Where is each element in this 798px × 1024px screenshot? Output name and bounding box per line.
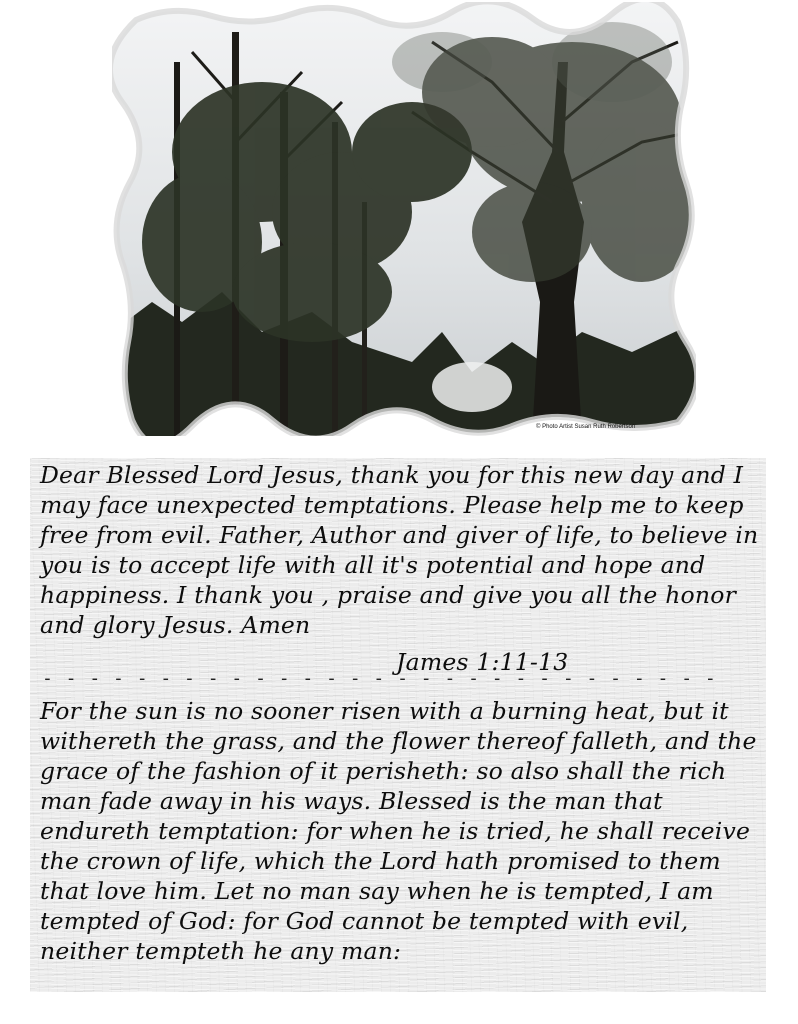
prayer-text: Dear Blessed Lord Jesus, thank you for this new day and I may face unexpected temptations. Please help me to keep free from evil. Father, Author and giver of life, to believe in you is to accept life with all it's potential and hope and happiness. I thank you , praise and give you all the honor and glory Jesus. Amen: [40, 461, 759, 639]
scripture-text: For the sun is no sooner risen with a burning heat, but it withereth the grass, and the flower thereof falleth, and the grace of the fashion of it perisheth: so also shall the rich man fade away in his ways. Blessed is the man that endureth temptation: for when he is tried, he shall receive the crown of life, which the Lord hath promised to them that love him. Let no man say when he is tempted, I am tempted of God: for God cannot be tempted with evil, neither tempteth he any man:: [40, 697, 757, 965]
photo-svg: [112, 2, 696, 436]
devotional-text-panel: [30, 458, 766, 992]
photo-credit: © Photo Artist Susan Ruth Robertson: [536, 424, 636, 430]
scripture-reference: James 1:11-13: [396, 648, 569, 676]
tree-canopy-photo: [112, 2, 696, 436]
dashed-divider: - - - - - - - - - - - - - - - - - - - - - - - - - - - - -: [42, 668, 717, 689]
